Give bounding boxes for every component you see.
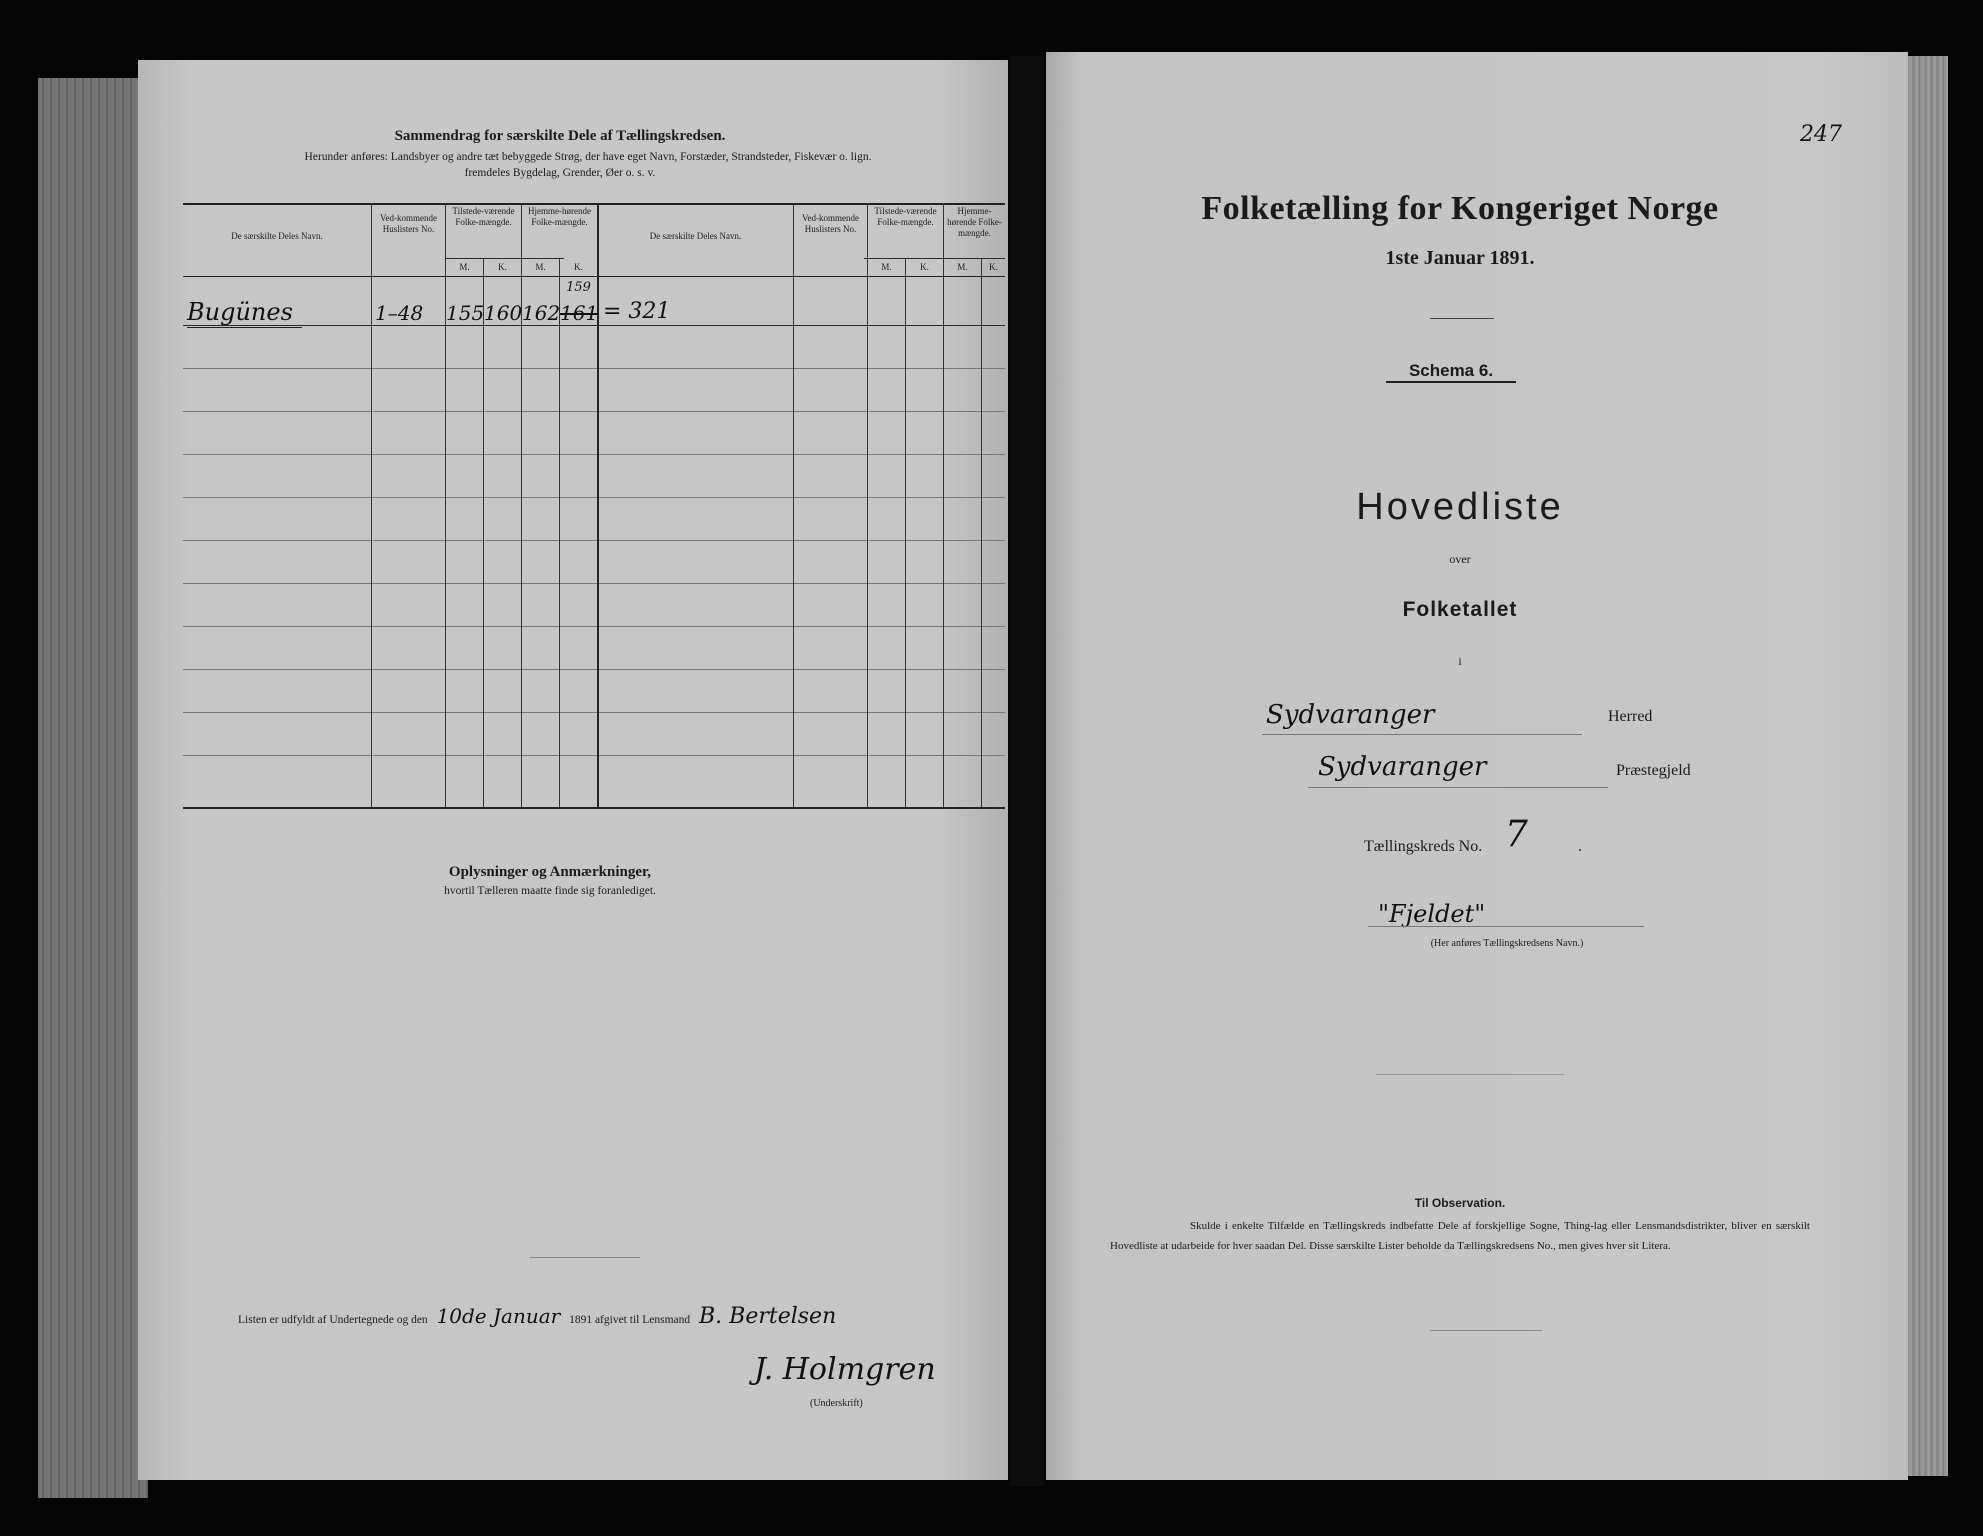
observation-text: Skulde i enkelte Tilfælde en Tællingskreds indbefatte Dele af forskjellige Sogne, Thing-lag eller Lensmandsdistrikter, bliver en særskilt Hovedliste at udarbeide for hver saadan Del. Disse særskilte Lister beholde da Tællingskredsens No., men gives hver sit Litera. (1110, 1220, 1810, 1252)
header-name: De særskilte Deles Navn. (231, 231, 323, 241)
row-rule (183, 669, 1005, 670)
observation-title: Til Observation. (1414, 1196, 1506, 1210)
header-subrule-1 (446, 258, 564, 259)
completion-statement (238, 1304, 836, 1329)
schema-label: Schema 6. (1386, 361, 1516, 383)
header-resident: Hjemme-hørende Folke-mængde. (528, 206, 591, 227)
col-rule (981, 259, 982, 807)
col-rule (521, 203, 522, 807)
col-rule (445, 203, 446, 807)
header-lists: Ved-kommende Huslisters No. (380, 213, 437, 234)
row-rule (183, 583, 1005, 584)
row-rule (183, 325, 1005, 326)
header-present: Tilstede-værende Folke-mængde. (874, 206, 937, 227)
cell-total: = 321 (603, 299, 671, 324)
header-m: M. (459, 262, 470, 272)
signature-caption: (Underskrift) (810, 1398, 863, 1409)
census-title: Folketælling for Kongeriget Norge (1201, 190, 1719, 227)
header-subrule-2 (864, 258, 1005, 259)
col-rule (371, 203, 372, 807)
cell-resident-m: 162 (522, 301, 561, 325)
kreds-label: Tællingskreds No. (1364, 838, 1483, 855)
kreds-name-caption: (Her anføres Tællingskredsens Navn.) (1430, 938, 1584, 949)
summary-table (183, 203, 1005, 809)
statement-prefix: Listen er udfyldt af Undertegnede og den (238, 1314, 428, 1326)
header-k: K. (498, 262, 507, 272)
header-name: De særskilte Deles Navn. (649, 231, 742, 241)
name-underline (187, 327, 302, 328)
header-resident: Hjemme-hørende Folke-mængde. (947, 206, 1002, 238)
statement-lensmand: B. Bertelsen (699, 1304, 837, 1329)
prestegjeld-label: Præstegjeld (1616, 762, 1691, 779)
prestegjeld-value: Sydvaranger (1318, 752, 1487, 782)
left-page-subtitle-2: fremdeles Bygdelag, Grender, Øer o. s. v. (464, 167, 656, 179)
row-rule (183, 755, 1005, 756)
cell-resident-k-correction: 159 (566, 280, 591, 295)
over-label: over (1449, 552, 1471, 566)
header-lists: Ved-kommende Huslisters No. (802, 213, 859, 234)
divider (1430, 318, 1494, 319)
divider (1430, 1330, 1542, 1331)
col-rule (793, 203, 794, 807)
herred-label: Herred (1608, 708, 1653, 725)
cell-lists: 1–48 (375, 301, 424, 325)
kreds-period: . (1578, 838, 1582, 855)
col-rule-center (597, 203, 599, 807)
notes-title: Oplysninger og Anmærkninger, (448, 864, 652, 880)
row-rule (183, 454, 1005, 455)
header-m: M. (957, 262, 968, 272)
col-rule (867, 203, 868, 807)
census-date: 1ste Januar 1891. (1385, 247, 1535, 269)
header-m: M. (535, 262, 546, 272)
header-present: Tilstede-værende Folke-mængde. (452, 206, 515, 227)
kreds-name-underline (1368, 926, 1644, 927)
header-m: M. (881, 262, 892, 272)
subject-label: Folketallet (1402, 598, 1518, 621)
left-page-edges (38, 78, 148, 1498)
header-k: K. (920, 262, 929, 272)
book-spine (1010, 56, 1044, 1486)
notes-subtitle: hvortil Tælleren maatte finde sig foranlediget. (444, 885, 656, 897)
statement-middle: 1891 afgivet til Lensmand (569, 1314, 691, 1326)
row-rule (183, 411, 1005, 412)
row-rule (183, 712, 1005, 713)
i-label: i (1458, 654, 1462, 668)
col-rule (943, 203, 944, 807)
herred-value: Sydvaranger (1266, 700, 1435, 730)
statement-date: 10de Januar (436, 1304, 561, 1328)
main-title: Hovedliste (1356, 486, 1564, 528)
col-rule (483, 259, 484, 807)
header-k: K. (574, 262, 583, 272)
col-rule (905, 259, 906, 807)
page-number: 247 (1800, 122, 1842, 147)
divider (530, 1257, 640, 1258)
table-bottom-rule (183, 807, 1005, 809)
table-top-rule (183, 203, 1005, 205)
left-page-subtitle-1: Herunder anføres: Landsbyer og andre tæt bebyggede Strøg, der have eget Navn, Forstæder, Strandsteder, Fiskevær o. lign. (304, 151, 872, 163)
right-page-edges (1908, 56, 1948, 1476)
prestegjeld-underline (1308, 787, 1608, 788)
cell-resident-k: 161 (560, 301, 599, 325)
row-rule (183, 626, 1005, 627)
row-rule (183, 368, 1005, 369)
cell-name: Bugünes (187, 298, 293, 326)
cell-present-k: 160 (484, 301, 523, 325)
enumerator-signature: J. Holmgren (754, 1352, 936, 1387)
left-page-title: Sammendrag for særskilte Dele af Tællingskredsen. (394, 128, 726, 144)
kreds-name: "Fjeldet" (1378, 900, 1486, 928)
header-k: K. (989, 262, 998, 272)
kreds-number: 7 (1505, 814, 1528, 855)
divider (1376, 1074, 1564, 1075)
cell-present-m: 155 (446, 301, 485, 325)
row-rule (183, 497, 1005, 498)
col-rule (559, 259, 560, 807)
row-rule (183, 540, 1005, 541)
header-bottom-rule (183, 276, 1005, 277)
herred-underline (1262, 734, 1582, 735)
